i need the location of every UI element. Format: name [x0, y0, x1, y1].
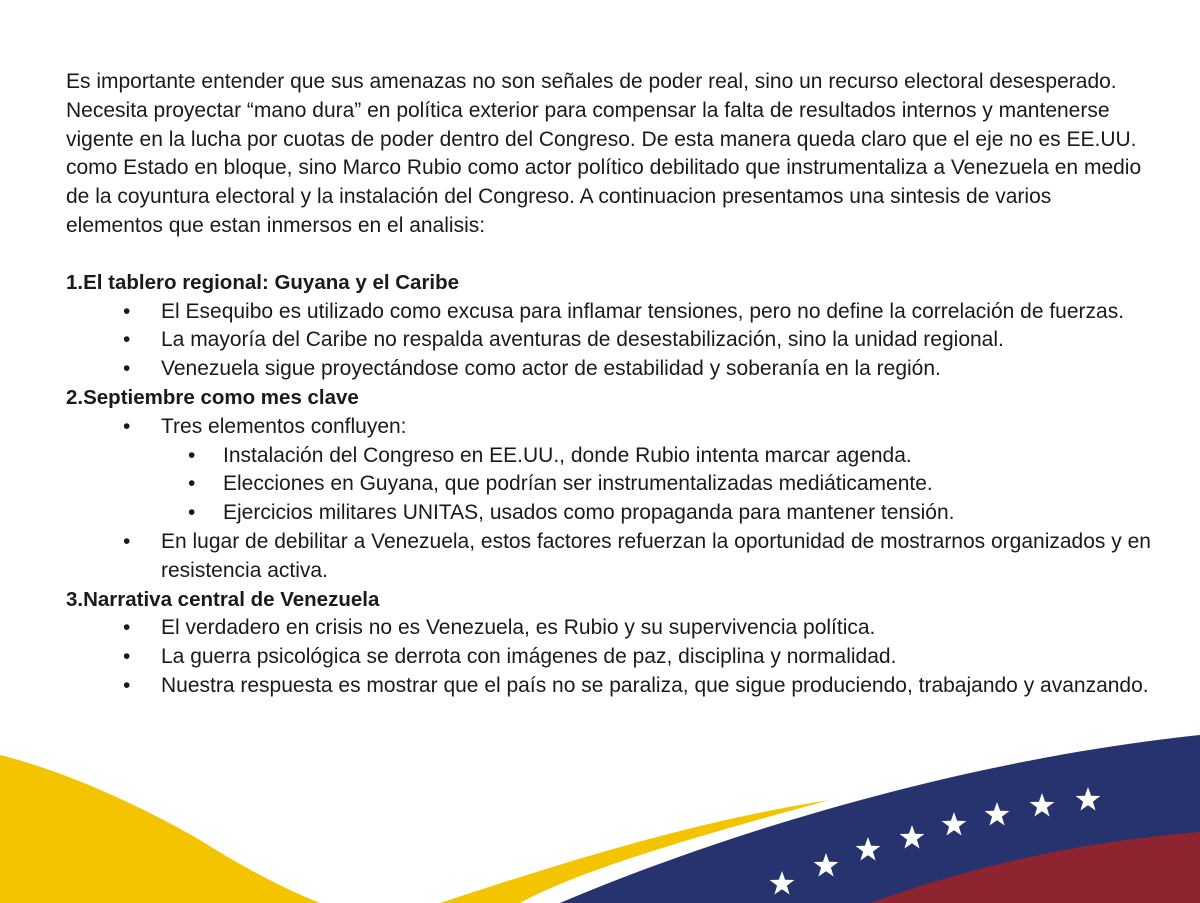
document-body [66, 68, 1176, 701]
section-title-tablero-regional: 1.El tablero regional: Guyana y el Caribe [66, 270, 460, 294]
section-title-narrativa-central: 3.Narrativa central de Venezuela [66, 587, 380, 611]
section-title-septiembre: 2.Septiembre como mes clave [66, 385, 359, 409]
list-item: • El verdadero en crisis no es Venezuela, es Rubio y su supervivencia política. [161, 614, 1151, 643]
list-item-text: Tres elementos confluyen: [161, 414, 407, 438]
list-item: • En lugar de debilitar a Venezuela, estos factores refuerzan la oportunidad de mostrarnos organizados y en resistencia activa. [161, 528, 1151, 586]
list-item: • La mayoría del Caribe no respalda aventuras de desestabilización, sino la unidad regional. [161, 326, 1151, 355]
sub-list-item: • Instalación del Congreso en EE.UU., donde Rubio intenta marcar agenda. [223, 442, 1151, 471]
list-item: • El Esequibo es utilizado como excusa para inflamar tensiones, pero no define la correlación de fuerzas. [161, 298, 1151, 327]
intro-paragraph: Es importante entender que sus amenazas no son señales de poder real, sino un recurso electoral desesperado. Necesita proyectar “mano dura” en política exterior para compensar la falta de resultados internos y mantenerse vigente en la lucha por cuotas de poder dentro del Congreso. De esta manera queda claro que el eje no es EE.UU. como Estado en bloque, sino Marco Rubio como actor político debilitado que instrumentaliza a Venezuela en medio de la coyuntura electoral y la instalación del Congreso. A continuacion presentamos una sintesis de varios elementos que estan inmersos en el analisis: [66, 70, 1142, 237]
bullet-list [66, 413, 1151, 586]
flag-yellow-band [0, 755, 320, 903]
list-item [161, 413, 1151, 528]
list-item: • Nuestra respuesta es mostrar que el país no se paraliza, que sigue produciendo, trabajando y avanzando. [161, 672, 1151, 701]
sub-list-item: • Elecciones en Guyana, que podrían ser instrumentalizadas mediáticamente. [223, 470, 1151, 499]
list-item: • La guerra psicológica se derrota con imágenes de paz, disciplina y normalidad. [161, 643, 1151, 672]
sub-list-item: • Ejercicios militares UNITAS, usados como propaganda para mantener tensión. [223, 499, 1151, 528]
list-item: • Venezuela sigue proyectándose como actor de estabilidad y soberanía en la región. [161, 355, 1151, 384]
bullet-list [66, 298, 1151, 384]
bullet-list [66, 614, 1151, 700]
sub-bullet-list [161, 442, 1151, 528]
